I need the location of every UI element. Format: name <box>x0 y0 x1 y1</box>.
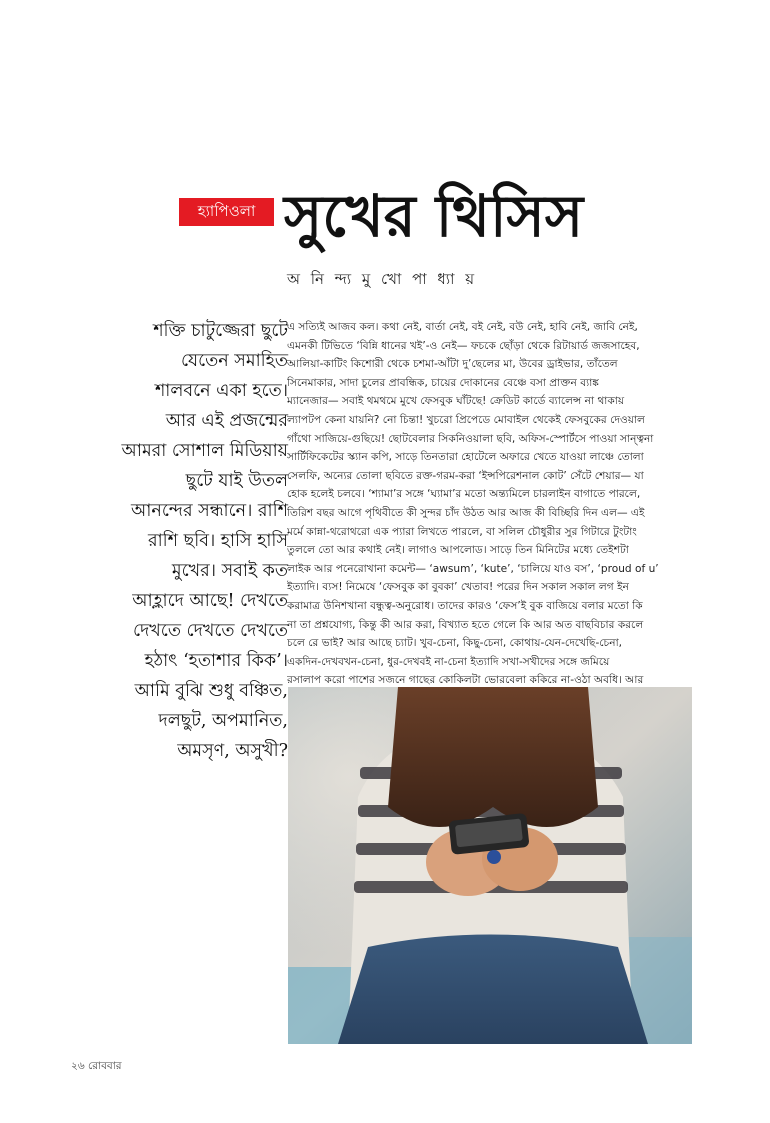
pull-quote-line: মুখের। সবাই কত <box>171 561 288 581</box>
pull-quote-line: শক্তি চাটুজ্জেরা ছুটে <box>153 321 288 341</box>
pull-quote-line: যেতেন সমাহিত <box>180 351 288 371</box>
pull-quote-line: শালবনে একা হতে। <box>154 381 288 401</box>
body-line: এ সত্যিই আজব কল। কথা নেই, বার্তা নেই, বই নেই, বউ নেই, হাবি নেই, জাবি নেই, <box>287 321 638 333</box>
body-line: একদিন-দেখবখন-চেনা, ধুর-দেখবই না-চেনা ইত্যাদি সখা-সখীদের সঙ্গে জমিয়ে <box>287 655 610 668</box>
body-line: তিরিশ বছর আগে পৃথিবীতে কী সুন্দর চাঁদ উঠত আর আজ কী বিচ্ছিরি দিন এল— এই <box>287 506 645 519</box>
article-body <box>287 318 707 690</box>
body-line: চলে রে ভাই? আর আছে চ্যাট। খুব-চেনা, কিছু-চেনা, কোথায়-যেন-দেখেছি-চেনা, <box>287 637 623 650</box>
pull-quote-line: আমি বুঝি শুধু বঞ্চিত, <box>134 681 288 701</box>
body-line: রসালাপ করো পাশের সজনে গাছের কোকিলটা ভোরবেলা ককিরে না-ওঠা অবধি। আর <box>287 674 644 687</box>
body-line: করামাত্র উনিশখানা বন্ধুত্ব-অনুরোধ। তাদের কারও ‘ফেস’ই বুক বাজিয়ে বলার মতো কি <box>287 599 643 612</box>
body-line: সিনেমাকার, সাদা চুলের প্রাবন্ধিক, চায়ের দোকানের বেঞ্চে বসা প্রাক্তন ব্যাঙ্ক <box>287 376 599 389</box>
pull-quote-line: আর এই প্রজন্মের <box>165 411 288 431</box>
pull-quote-line: দলছুট, অপমানিত, <box>158 711 288 731</box>
body-line: মর্মে কান্না-থরোথরো এক প্যারা লিখতে পারলে, বা সলিল চৌধুরীর সুর গিটারে টুংটাং <box>287 525 637 538</box>
author-byline: অ নি ন্দ্য মু খো পা ধ্যা য় <box>287 270 478 288</box>
pull-quote-line: হঠাৎ ‘হতাশার কিক’। <box>144 651 288 671</box>
page-folio: ২৬ রোববার <box>71 1060 122 1072</box>
body-line: আলিয়া-কাটিং কিশোরী থেকে চশমা-আঁটা দু’ছেলের মা, উবের ড্রাইভার, তাঁতেল <box>287 358 618 371</box>
pull-quote-line: ছুটে যাই উতল <box>185 471 288 491</box>
pull-quote-line: রাশি ছবি। হাসি হাসি <box>147 531 288 551</box>
body-line: না তা প্রশ্নযোগ্য, কিন্তু কী আর করা, বিখ্যাত হতে গেলে কি আর অত বাছবিচার করলে <box>287 618 644 631</box>
body-line: লাইক আর পনেরোখানা কমেন্ট— ‘awsum’, ‘kute’, ‘চালিয়ে যাও বস’, ‘proud of u’ <box>287 562 659 575</box>
body-line: ম্যানেজার— সবাই থমথমে মুখে ফেসবুক ঘাঁটছে! ক্রেডিট কার্ডে ব্যালেন্স না থাকায় <box>287 395 625 408</box>
body-line: গাঁথো সাজিয়ে-গুছিয়ে! ছোটবেলার সিকনিওয়ালা ছবি, অফিস-স্পোর্টসে পাওয়া সান্ত্বনা <box>287 432 654 445</box>
pull-quote-line: আনন্দের সন্ধানে। রাশি <box>131 501 288 521</box>
section-tag: হ্যাপিওলা <box>179 198 274 226</box>
article-title: সুখের থিসিস <box>284 182 584 250</box>
body-line: সেলফি, অন্যের তোলা ছবিতে রক্ত-গরম-করা ‘ইন্সপিরেশনাল কোট’ সেঁটে শেয়ার— যা <box>287 469 644 482</box>
body-line: তুললে তো আর কথাই নেই। লাগাও আপলোড। সাড়ে তিন মিনিটের মধ্যে তেইশটা <box>287 544 629 557</box>
pull-quote-line: আহ্লাদে আছে! দেখতে <box>132 591 288 611</box>
body-line: ল্যাপটপ কেনা যায়নি? নো চিন্তা! খুচরো প্রিপেডে মোবাইল থেকেই ফেসবুকের দেওয়াল <box>287 413 645 426</box>
body-line: এমনকী টিভিতে ‘বিন্নি ধানের খই’-ও নেই— ফচকে ছোঁড়া থেকে রিটায়ার্ড জজসাহেব, <box>287 339 640 352</box>
pull-quote <box>70 316 288 766</box>
pull-quote-line: দেখতে দেখতে দেখতে <box>133 621 288 641</box>
pull-quote-line: অমসৃণ, অসুখী? <box>177 741 288 761</box>
article-photo <box>288 687 692 1044</box>
body-line: ইত্যাদি। ব্যস! নিমেষে ‘ফেসবুক কা বুবকা’ খেতাব! পরের দিন সকাল সকাল লগ ইন <box>287 581 629 594</box>
pull-quote-line: আমরা সোশাল মিডিয়ায় <box>121 441 288 461</box>
body-line: হোক হলেই চলবে। ‘শ্যামা’র সঙ্গে ‘ঘ্যামা’র মতো অন্ত্যমিলে চারলাইন বাগাতে পারলে, <box>287 488 641 501</box>
body-line: সার্টিফিকেটের স্ক্যান কপি, সাড়ে তিনতারা হোটেলে অফারে খেতে যাওয়া লাঞ্চে তোলা <box>287 451 644 464</box>
